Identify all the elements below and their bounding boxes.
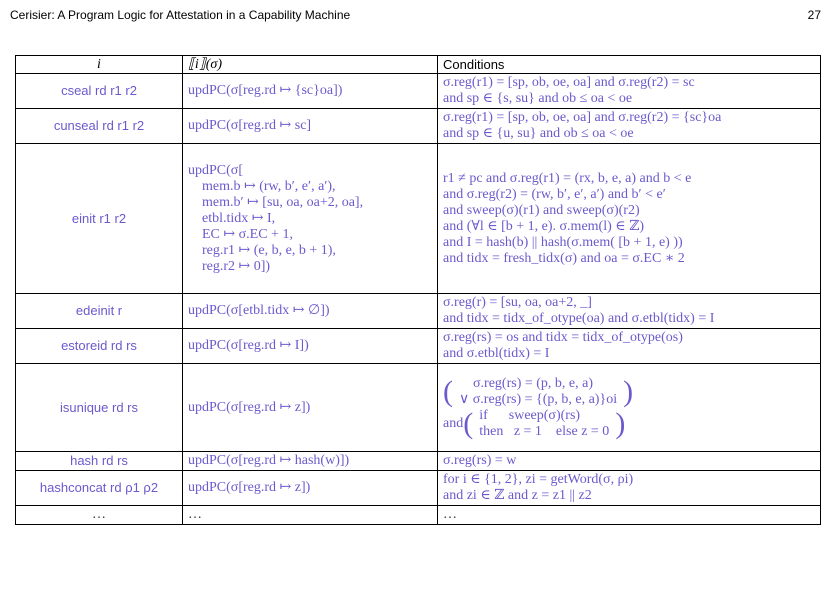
paren-content	[473, 408, 615, 440]
conditions-cell	[438, 452, 821, 471]
condition-line: and tidx = fresh_tidx(σ) and oa = σ.EC ∗ 2	[443, 250, 685, 266]
table-row	[16, 452, 821, 471]
semantics-line: reg.r2 ↦ 0])	[202, 258, 271, 274]
semantics-line: updPC(σ[etbl.tidx ↦ ∅])	[188, 303, 330, 318]
conditions-cell	[438, 294, 821, 329]
semantics-cell: …	[183, 506, 438, 525]
semantics-cell	[183, 452, 438, 471]
paren-group-conditional	[443, 408, 815, 440]
condition-line: and σ.reg(r2) = (rw, b′, e′, a′) and b′ < e′	[443, 186, 666, 202]
header-conditions: Conditions	[438, 56, 821, 74]
table-row	[16, 294, 821, 329]
conditions-cell	[438, 144, 821, 294]
conditions-cell	[438, 471, 821, 506]
conditions-cell: …	[438, 506, 821, 525]
condition-line: then z = 1 else z = 0	[479, 423, 610, 439]
condition-line: σ.reg(rs) = (p, b, e, a)	[473, 375, 594, 391]
table-row	[16, 109, 821, 144]
condition-line: and σ.etbl(tidx) = I	[443, 346, 550, 361]
condition-line: σ.reg(rs) = os and tidx = tidx_of_otype(os)	[443, 330, 683, 345]
condition-line: and sweep(σ)(r1) and sweep(σ)(r2)	[443, 202, 640, 218]
table-row	[16, 506, 821, 525]
instruction-cell: einit r1 r2	[16, 144, 183, 294]
condition-line: and I = hash(b) || hash(σ.mem( [b + 1, e) ))	[443, 234, 683, 250]
conditions-cell	[438, 329, 821, 364]
instruction-cell: edeinit r	[16, 294, 183, 329]
condition-line: for i ∈ {1, 2}, zi = getWord(σ, ρi)	[443, 472, 634, 487]
semantics-cell	[183, 294, 438, 329]
condition-line: σ.reg(r) = [su, oa, oa+2, _]	[443, 295, 592, 310]
semantics-cell	[183, 109, 438, 144]
condition-line: and zi ∈ ℤ and z = z1 || z2	[443, 488, 592, 503]
right-paren: )	[623, 374, 634, 408]
table-row	[16, 144, 821, 294]
semantics-table	[15, 55, 821, 525]
semantics-line: updPC(σ[reg.rd ↦ sc]	[188, 118, 312, 133]
condition-line: r1 ≠ pc and σ.reg(r1) = (rx, b, e, a) and b < e	[443, 170, 692, 186]
left-paren: (	[463, 406, 474, 440]
semantics-line: mem.b′ ↦ [su, oa, oa+2, oa],	[202, 194, 364, 210]
semantics-line: mem.b ↦ (rw, b′, e′, a′),	[202, 178, 336, 194]
instruction-cell: estoreid rd rs	[16, 329, 183, 364]
right-paren: )	[615, 406, 626, 440]
semantics-cell	[183, 329, 438, 364]
header-instruction: i	[16, 56, 183, 74]
condition-line: and (∀l ∈ [b + 1, e). σ.mem(l) ∈ ℤ)	[443, 218, 645, 234]
semantics-line: etbl.tidx ↦ I,	[202, 210, 276, 226]
conditions-cell	[438, 109, 821, 144]
header-semantics: ⟦i⟧(σ)	[183, 56, 438, 74]
instruction-cell: …	[16, 506, 183, 525]
instruction-cell: cunseal rd r1 r2	[16, 109, 183, 144]
condition-line: and sp ∈ {u, su} and ob ≤ oa < oe	[443, 126, 634, 141]
semantics-line: updPC(σ[	[188, 162, 243, 178]
page-number: 27	[807, 8, 821, 22]
condition-line: σ.reg(r1) = [sp, ob, oe, oa] and σ.reg(r2) = sc	[443, 75, 695, 90]
condition-line: and tidx = tidx_of_otype(oa) and σ.etbl(tidx) = I	[443, 311, 715, 326]
instruction-cell: hash rd rs	[16, 452, 183, 471]
semantics-line: EC ↦ σ.EC + 1,	[202, 226, 293, 242]
conditions-cell	[438, 364, 821, 452]
table-row	[16, 471, 821, 506]
semantics-line: updPC(σ[reg.rd ↦ z])	[188, 399, 311, 415]
paper-title: Cerisier: A Program Logic for Attestation in a Capability Machine	[10, 8, 351, 22]
table-row	[16, 329, 821, 364]
condition-line: σ.reg(r1) = [sp, ob, oe, oa] and σ.reg(r2) = {sc}oa	[443, 110, 722, 125]
condition-line: ∨ σ.reg(rs) = {(p, b, e, a)}oi	[459, 391, 618, 407]
table-row	[16, 364, 821, 452]
instruction-cell: isunique rd rs	[16, 364, 183, 452]
conditions-cell	[438, 74, 821, 109]
condition-line: σ.reg(rs) = w	[443, 453, 517, 468]
semantics-cell	[183, 74, 438, 109]
table-header-row	[16, 56, 821, 74]
condition-line: if sweep(σ)(rs)	[479, 407, 581, 423]
paren-content	[453, 376, 623, 408]
paren-group-disjunction	[443, 376, 815, 408]
condition-conjunction: and	[443, 415, 464, 431]
left-paren: (	[443, 374, 453, 408]
semantics-line: updPC(σ[reg.rd ↦ hash(w)])	[188, 453, 350, 468]
semantics-line: updPC(σ[reg.rd ↦ I])	[188, 338, 309, 353]
running-header	[10, 8, 821, 24]
instruction-cell: hashconcat rd ρ1 ρ2	[16, 471, 183, 506]
semantics-line: reg.r1 ↦ (e, b, e, b + 1),	[202, 242, 336, 258]
semantics-line: updPC(σ[reg.rd ↦ z])	[188, 480, 311, 495]
instruction-cell: cseal rd r1 r2	[16, 74, 183, 109]
semantics-line: updPC(σ[reg.rd ↦ {sc}oa])	[188, 83, 343, 98]
table-row	[16, 74, 821, 109]
condition-line: and sp ∈ {s, su} and ob ≤ oa < oe	[443, 91, 633, 106]
semantics-cell	[183, 144, 438, 294]
semantics-cell	[183, 364, 438, 452]
semantics-cell	[183, 471, 438, 506]
